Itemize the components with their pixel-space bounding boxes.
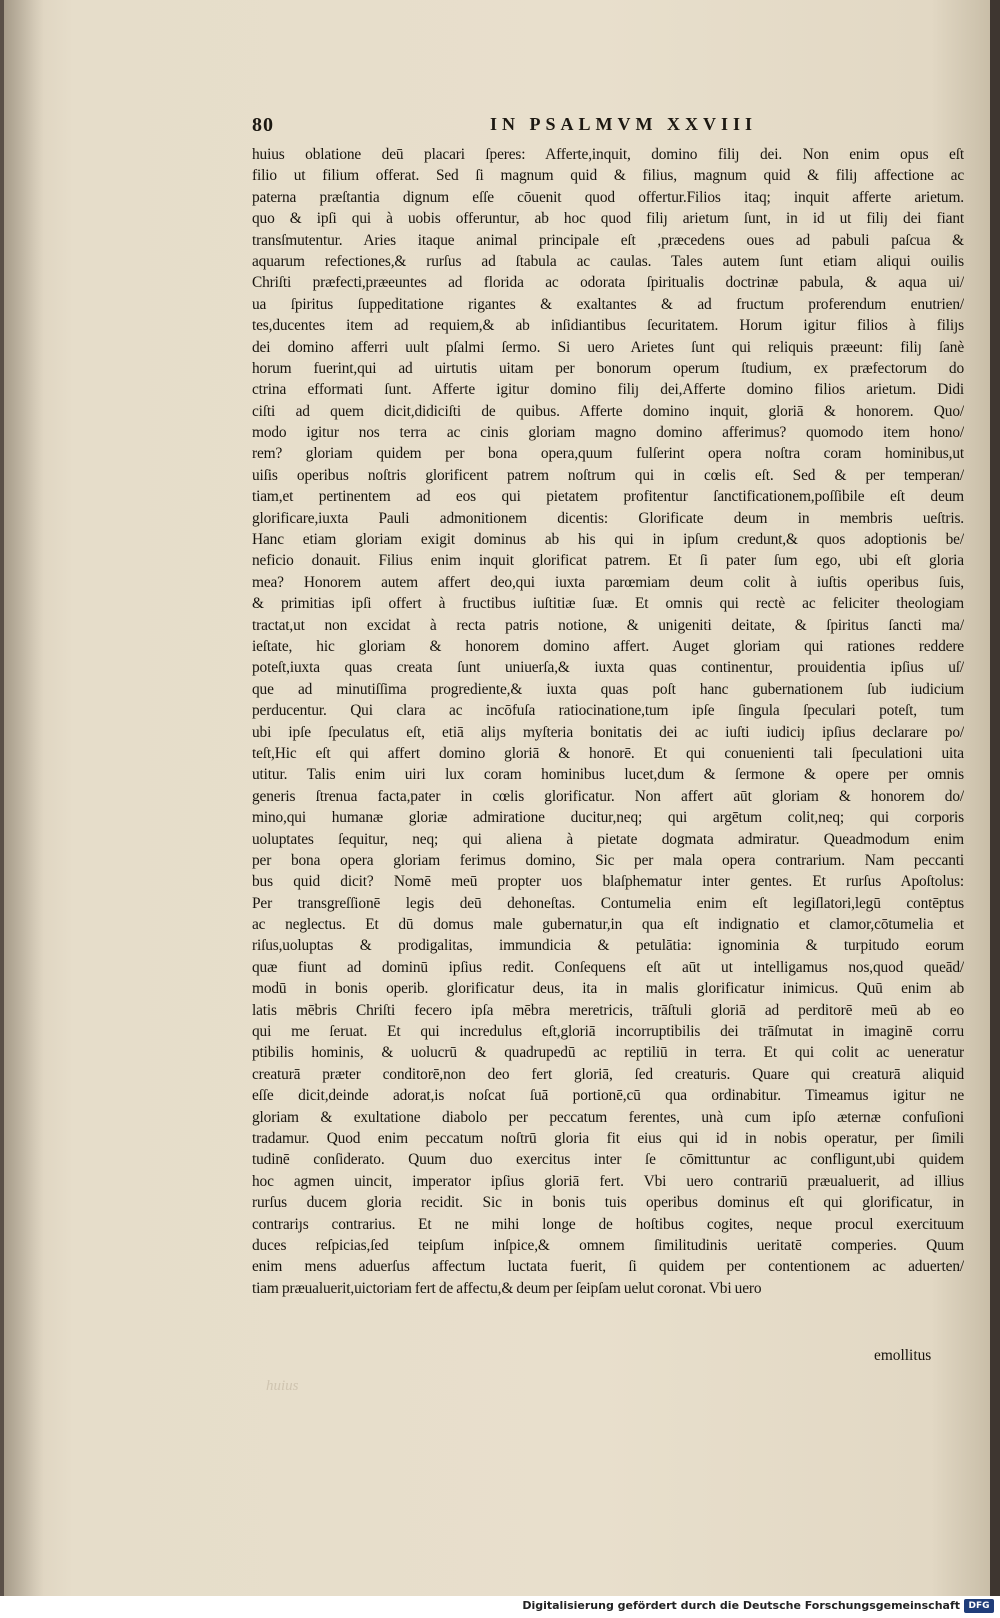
text-line: ctrina efformati ſunt. Afferte igitur domino filiȷ dei,Afferte domino filios arietum. Didi	[252, 381, 964, 399]
catchword: emollitus	[874, 1347, 932, 1364]
text-line: latis mēbris Chriſti fecero ipſa mēbra meretricis, trāſtuli gloriā ad perditorē meū ab eo	[252, 1001, 964, 1019]
text-line: gloriam & exultatione diabolo per peccatum ferentes, unà cum ipſo æternæ confuſioni	[252, 1108, 964, 1126]
text-line: ieſtate, hic gloriam & honorem domino affert. Auget gloriam qui rationes reddere	[252, 637, 964, 655]
text-line: neficio donauit. Filius enim inquit glorificat patrem. Et ſi pater ſum ego, ubi eſt gloria	[252, 552, 964, 570]
text-line: Per transgreſſionē legis deū dehoneſtas. Contumelia enim eſt legiſlatori,legū contēptus	[252, 894, 964, 912]
text-line: mea? Honorem autem affert deo,qui iuxta parœmiam deum colit à iuſtis operibus ſuis,	[252, 573, 964, 591]
text-line: mino,qui humanæ gloriæ admiratione ducitur,neq; qui argētum colit,neq; qui corporis	[252, 809, 964, 827]
text-line: ua ſpiritus ſuppeditatione rigantes & exaltantes & ad fructum proferendum enutrien/	[252, 295, 964, 313]
show-through-text: huius	[266, 1378, 299, 1394]
text-line: glorificare,iuxta Pauli admonitionem dicentis: Glorificate deum in membris ueſtris.	[252, 509, 964, 527]
text-line: tradamur. Quod enim peccatum noſtrū gloria fit eius qui id in nobis operatur, per ſimili	[252, 1129, 964, 1147]
text-line: ubi ipſe ſpeculatus eſt, etiā aliȷs myſteria bonitatis dei ac iuſti iudiciȷ ipſius declarare po/	[252, 723, 964, 741]
text-line: enim mens aduerſus affectum luctata fuerit, ſi quidem per contentionem ac aduerten/	[252, 1258, 964, 1276]
text-line: qui me ſeruat. Et qui incredulus eſt,gloriā incorruptibilis dei trāſmutat in imaginē corru	[252, 1023, 964, 1041]
running-head: IN PSALMVM XXVIII	[490, 114, 758, 134]
text-line: per bona opera gloriam ferimus domino, Sic per mala opera contrarium. Nam peccanti	[252, 851, 964, 869]
text-line: que ad minutiſſima progrediente,& iuxta quas poſt hanc gubernationem ſub iudicium	[252, 680, 964, 698]
text-line: tudinē conſiderato. Quum duo exercitus inter ſe cōmittuntur ac confligunt,ubi quidem	[252, 1151, 964, 1169]
text-line: bus quid dicit? Nomē meū propter uos blaſphematur inter gentes. Et rurſus Apoſtolus:	[252, 873, 964, 891]
text-line: ptibilis hominis, & uolucrū & quadrupedū ac reptiliū in terra. Et qui colit ac ueneratur	[252, 1044, 964, 1062]
text-line: huius oblatione deū placari ſperes: Afferte,inquit, domino filiȷ dei. Non enim opus eſt	[252, 146, 964, 163]
text-line: ciſti ad quem dicit,didiciſti de quibus. Afferte domino inquit, gloriā & honorem. Quo/	[252, 402, 964, 420]
text-line: perducentur. Qui clara ac incōfuſa ratiocinatione,tum ipſe ſingula ſpeculari poteſt, tum	[252, 702, 964, 720]
text-line: Hanc etiam gloriam exigit dominus ab his qui in ipſum credunt,& quos adoptionis be/	[252, 531, 964, 549]
page-header	[252, 114, 972, 144]
text-line: rurſus ducem gloria recidit. Sic in bonis tuis operibus dominus eſt qui glorificatur, in	[252, 1194, 964, 1212]
digitization-credit: Digitalisierung gefördert durch die Deutsche Forschungsgemeinschaft	[522, 1599, 960, 1612]
text-line: poteſt,iuxta quas creata ſunt uniuerſa,& iuxta quas continentur, prouidentia ipſius uſ/	[252, 659, 964, 677]
text-line: uiſis operibus noſtris glorificent patrem noſtrum qui in cœlis eſt. Sed & per temperan/	[252, 466, 964, 484]
footer	[0, 1596, 1000, 1618]
text-line: modū in bonis operib. glorificatur deus, ita in malis glorificatur inimicus. Quū enim ab	[252, 980, 964, 998]
text-line: quo & ipſi qui à uobis offeruntur, ab hoc quod filiȷ arietum ſunt, in id ut filiȷ dei fiant	[252, 210, 964, 228]
text-line: tes,ducentes item ad requiem,& ab inſidiantibus ſecuritatem. Horum igitur filios à filiȷs	[252, 317, 964, 335]
text-line: uoluptates ſequitur, neq; qui aliena à pietate dogmata admiratur. Queadmodum enim	[252, 830, 964, 848]
text-line: Chriſti præfecti,præeuntes ad florida ac odorata ſpiritualis doctrinæ pabula, & aqua ui/	[252, 274, 964, 292]
text-line: creaturā præter conditorē,non deo fert gloriā, ſed creaturis. Quare qui creaturā aliquid	[252, 1065, 964, 1083]
dfg-logo: DFG	[964, 1599, 994, 1613]
text-line: & primitias ipſi offert à fructibus iuſtitiæ ſuæ. Et omnis qui rectè ac feliciter theologiam	[252, 595, 964, 613]
text-line: duces reſpicias,ſed teipſum inſpice,& omnem ſimilitudinis ueritatē comperies. Quum	[252, 1236, 964, 1254]
text-line: contrariȷs contrarius. Et ne mihi longe de hoſtibus cogites, neque procul exercituum	[252, 1215, 964, 1233]
page-number: 80	[252, 114, 274, 136]
page-edge	[990, 0, 1000, 1596]
text-line: transſmutentur. Aries itaque animal principale eſt ,præcedens oues ad pabuli paſcua &	[252, 231, 964, 249]
text-line: ac neglectus. Et dū domus male gubernatur,in qua eſt indignatio et clamor,cōtumelia et	[252, 916, 964, 934]
text-line: generis ſtrenua facta,pater in cœlis glorificatur. Non affert aūt gloriam & honorem do/	[252, 787, 964, 805]
text-line: eſſe dicit,deinde adorat,is noſcat ſuā portionē,cū qua ordinabitur. Timeamus igitur ne	[252, 1087, 964, 1105]
text-line: filio ut filium offerat. Sed ſi magnum quid & filius, magnum quid & filiȷ affectione ac	[252, 167, 964, 185]
body-text	[252, 144, 964, 1299]
text-line: hoc agmen uincit, imperator ipſius gloriā fert. Vbi uero contrariū præualuerit, ad illius	[252, 1172, 964, 1190]
text-line: teſt,Hic eſt qui affert domino gloriā & honorē. Et qui conuenienti tali ſpeculationi uita	[252, 744, 964, 762]
text-line: riſus,uoluptas & prodigalitas, immundicia & petulātia: ignominia & turpitudo eorum	[252, 937, 964, 955]
text-line: rem? gloriam quidem per bona opera,quum fulſerint opera noſtra coram hominibus,ut	[252, 445, 964, 463]
text-line: paterna præſtantia dignum eſſe cōuenit quod offertur.Filios itaq; inquit afferte arietum.	[252, 188, 964, 206]
text-line: aquarum refectiones,& rurſus ad ſtabula ac caulas. Tales autem ſunt etiam aliqui ouilis	[252, 252, 964, 270]
text-line: tiam præualuerit,uictoriam fert de affectu,& deum per ſeipſam uelut coronat. Vbi uero	[252, 1279, 762, 1297]
text-line: tractat,ut non excidat à recta patris notione, & unigeniti deitate, & ſpiritus ſancti ma/	[252, 616, 964, 634]
text-line: horum fuerint,qui ad uirtutis uitam per bonorum operum ſtudium, ex præfectorum do	[252, 359, 964, 377]
text-line: modo igitur nos terra ac cinis gloriam magno domino afferimus? quomodo item hono/	[252, 424, 964, 442]
text-line: quæ fiunt ad dominū ipſius redit. Conſequens eſt aūt ut intelligamus nos,quod queād/	[252, 958, 964, 976]
text-line: tiam,et pertinentem ad eos qui pietatem profitentur ſanctificationem,poſſibile eſt deum	[252, 488, 964, 506]
text-line: dei domino afferri uult pſalmi ſermo. Si uero Arietes ſunt qui reliquis præeunt: filiȷ ſanè	[252, 338, 964, 356]
text-line: utitur. Talis enim uiri lux coram hominibus lucet,dum & ſermone & opere per omnis	[252, 766, 964, 784]
